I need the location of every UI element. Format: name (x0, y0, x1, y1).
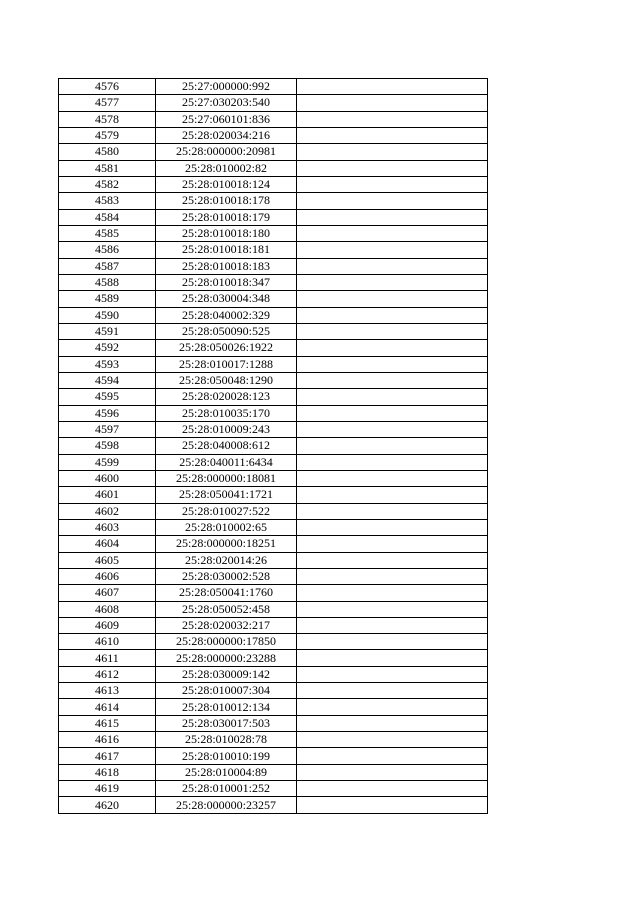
empty-cell (297, 242, 488, 258)
table-row (59, 568, 488, 584)
empty-cell (297, 503, 488, 519)
cadastral-number-cell: 25:28:010027:522 (156, 503, 297, 519)
table-row (59, 225, 488, 241)
cadastral-number-cell: 25:28:050026:1922 (156, 340, 297, 356)
row-number-cell: 4603 (59, 519, 156, 535)
cadastral-number-cell: 25:28:010017:1288 (156, 356, 297, 372)
empty-cell (297, 699, 488, 715)
empty-cell (297, 193, 488, 209)
table-row (59, 503, 488, 519)
cadastral-number-cell: 25:28:000000:23288 (156, 650, 297, 666)
empty-cell (297, 536, 488, 552)
cadastral-number-cell: 25:28:040002:329 (156, 307, 297, 323)
table-row (59, 421, 488, 437)
cadastral-number-cell: 25:28:000000:18251 (156, 536, 297, 552)
cadastral-number-cell: 25:28:010010:199 (156, 748, 297, 764)
cadastral-number-cell: 25:28:050090:525 (156, 323, 297, 339)
table-row (59, 797, 488, 813)
empty-cell (297, 421, 488, 437)
table-row (59, 356, 488, 372)
empty-cell (297, 323, 488, 339)
row-number-cell: 4589 (59, 291, 156, 307)
table-row (59, 617, 488, 633)
row-number-cell: 4598 (59, 438, 156, 454)
row-number-cell: 4620 (59, 797, 156, 813)
row-number-cell: 4617 (59, 748, 156, 764)
empty-cell (297, 160, 488, 176)
empty-cell (297, 127, 488, 143)
cadastral-number-cell: 25:27:030203:540 (156, 95, 297, 111)
empty-cell (297, 274, 488, 290)
cadastral-number-cell: 25:28:020032:217 (156, 617, 297, 633)
row-number-cell: 4606 (59, 568, 156, 584)
row-number-cell: 4593 (59, 356, 156, 372)
row-number-cell: 4611 (59, 650, 156, 666)
cadastral-number-cell: 25:28:030009:142 (156, 666, 297, 682)
cadastral-number-cell: 25:28:050052:458 (156, 601, 297, 617)
row-number-cell: 4615 (59, 715, 156, 731)
row-number-cell: 4577 (59, 95, 156, 111)
table-row (59, 715, 488, 731)
row-number-cell: 4604 (59, 536, 156, 552)
table-row (59, 781, 488, 797)
table-row (59, 127, 488, 143)
row-number-cell: 4588 (59, 274, 156, 290)
row-number-cell: 4602 (59, 503, 156, 519)
empty-cell (297, 617, 488, 633)
cadastral-number-cell: 25:28:010002:82 (156, 160, 297, 176)
empty-cell (297, 519, 488, 535)
row-number-cell: 4613 (59, 683, 156, 699)
table-row (59, 699, 488, 715)
empty-cell (297, 764, 488, 780)
row-number-cell: 4619 (59, 781, 156, 797)
table-row (59, 438, 488, 454)
empty-cell (297, 634, 488, 650)
empty-cell (297, 291, 488, 307)
table-row (59, 160, 488, 176)
empty-cell (297, 715, 488, 731)
row-number-cell: 4614 (59, 699, 156, 715)
cadastral-number-cell: 25:28:020014:26 (156, 552, 297, 568)
table-row (59, 405, 488, 421)
table-row (59, 748, 488, 764)
table-row (59, 454, 488, 470)
row-number-cell: 4583 (59, 193, 156, 209)
empty-cell (297, 144, 488, 160)
row-number-cell: 4579 (59, 127, 156, 143)
row-number-cell: 4599 (59, 454, 156, 470)
row-number-cell: 4584 (59, 209, 156, 225)
table-row (59, 552, 488, 568)
cadastral-number-cell: 25:28:010028:78 (156, 732, 297, 748)
cadastral-number-cell: 25:28:010018:183 (156, 258, 297, 274)
empty-cell (297, 454, 488, 470)
cadastral-number-cell: 25:28:000000:23257 (156, 797, 297, 813)
table-row (59, 274, 488, 290)
empty-cell (297, 79, 488, 95)
row-number-cell: 4609 (59, 617, 156, 633)
table-row (59, 323, 488, 339)
row-number-cell: 4578 (59, 111, 156, 127)
table-row (59, 470, 488, 486)
table-row (59, 732, 488, 748)
cadastral-number-cell: 25:28:010007:304 (156, 683, 297, 699)
table-row (59, 209, 488, 225)
empty-cell (297, 732, 488, 748)
row-number-cell: 4596 (59, 405, 156, 421)
row-number-cell: 4585 (59, 225, 156, 241)
cadastral-number-cell: 25:28:020028:123 (156, 389, 297, 405)
empty-cell (297, 372, 488, 388)
cadastral-number-cell: 25:28:040011:6434 (156, 454, 297, 470)
cadastral-number-cell: 25:28:050041:1760 (156, 585, 297, 601)
empty-cell (297, 176, 488, 192)
cadastral-number-cell: 25:28:050048:1290 (156, 372, 297, 388)
empty-cell (297, 797, 488, 813)
cadastral-number-cell: 25:28:010018:178 (156, 193, 297, 209)
cadastral-number-cell: 25:28:010018:179 (156, 209, 297, 225)
empty-cell (297, 356, 488, 372)
empty-cell (297, 683, 488, 699)
empty-cell (297, 405, 488, 421)
table-row (59, 79, 488, 95)
cadastral-number-cell: 25:28:000000:17850 (156, 634, 297, 650)
empty-cell (297, 666, 488, 682)
empty-cell (297, 225, 488, 241)
empty-cell (297, 781, 488, 797)
cadastral-number-cell: 25:28:010004:89 (156, 764, 297, 780)
empty-cell (297, 95, 488, 111)
row-number-cell: 4581 (59, 160, 156, 176)
table-row (59, 372, 488, 388)
empty-cell (297, 340, 488, 356)
cadastral-number-cell: 25:28:020034:216 (156, 127, 297, 143)
row-number-cell: 4587 (59, 258, 156, 274)
table-row (59, 666, 488, 682)
table-row (59, 519, 488, 535)
row-number-cell: 4576 (59, 79, 156, 95)
table-row (59, 650, 488, 666)
cadastral-number-cell: 25:28:000000:20981 (156, 144, 297, 160)
row-number-cell: 4612 (59, 666, 156, 682)
empty-cell (297, 650, 488, 666)
row-number-cell: 4600 (59, 470, 156, 486)
table-row (59, 307, 488, 323)
table-body (59, 79, 488, 814)
table-row (59, 95, 488, 111)
table-row (59, 585, 488, 601)
empty-cell (297, 438, 488, 454)
row-number-cell: 4586 (59, 242, 156, 258)
row-number-cell: 4605 (59, 552, 156, 568)
empty-cell (297, 568, 488, 584)
empty-cell (297, 258, 488, 274)
cadastral-number-cell: 25:28:010035:170 (156, 405, 297, 421)
cadastral-number-cell: 25:28:010018:181 (156, 242, 297, 258)
empty-cell (297, 389, 488, 405)
row-number-cell: 4582 (59, 176, 156, 192)
row-number-cell: 4618 (59, 764, 156, 780)
empty-cell (297, 209, 488, 225)
row-number-cell: 4594 (59, 372, 156, 388)
cadastral-number-cell: 25:28:010001:252 (156, 781, 297, 797)
table-row (59, 536, 488, 552)
row-number-cell: 4601 (59, 487, 156, 503)
cadastral-number-cell: 25:28:010018:180 (156, 225, 297, 241)
row-number-cell: 4597 (59, 421, 156, 437)
table-row (59, 487, 488, 503)
table-row (59, 176, 488, 192)
empty-cell (297, 307, 488, 323)
table-row (59, 340, 488, 356)
empty-cell (297, 601, 488, 617)
table-row (59, 144, 488, 160)
row-number-cell: 4608 (59, 601, 156, 617)
cadastral-number-cell: 25:27:060101:836 (156, 111, 297, 127)
cadastral-number-cell: 25:27:000000:992 (156, 79, 297, 95)
table-row (59, 291, 488, 307)
cadastral-number-cell: 25:28:010018:347 (156, 274, 297, 290)
row-number-cell: 4595 (59, 389, 156, 405)
table-row (59, 111, 488, 127)
table-row (59, 683, 488, 699)
row-number-cell: 4610 (59, 634, 156, 650)
empty-cell (297, 585, 488, 601)
cadastral-number-cell: 25:28:000000:18081 (156, 470, 297, 486)
cadastral-number-cell: 25:28:010018:124 (156, 176, 297, 192)
row-number-cell: 4616 (59, 732, 156, 748)
cadastral-number-cell: 25:28:010002:65 (156, 519, 297, 535)
row-number-cell: 4592 (59, 340, 156, 356)
table-row (59, 764, 488, 780)
table-row (59, 601, 488, 617)
cadastral-number-cell: 25:28:030017:503 (156, 715, 297, 731)
empty-cell (297, 470, 488, 486)
row-number-cell: 4580 (59, 144, 156, 160)
cadastral-number-table (58, 78, 488, 814)
table-row (59, 389, 488, 405)
cadastral-number-cell: 25:28:030004:348 (156, 291, 297, 307)
empty-cell (297, 111, 488, 127)
row-number-cell: 4607 (59, 585, 156, 601)
cadastral-number-cell: 25:28:040008:612 (156, 438, 297, 454)
table-row (59, 634, 488, 650)
cadastral-number-cell: 25:28:050041:1721 (156, 487, 297, 503)
cadastral-number-cell: 25:28:010009:243 (156, 421, 297, 437)
empty-cell (297, 552, 488, 568)
table-row (59, 193, 488, 209)
row-number-cell: 4591 (59, 323, 156, 339)
table-row (59, 258, 488, 274)
table-row (59, 242, 488, 258)
row-number-cell: 4590 (59, 307, 156, 323)
cadastral-number-cell: 25:28:030002:528 (156, 568, 297, 584)
empty-cell (297, 487, 488, 503)
empty-cell (297, 748, 488, 764)
cadastral-number-cell: 25:28:010012:134 (156, 699, 297, 715)
